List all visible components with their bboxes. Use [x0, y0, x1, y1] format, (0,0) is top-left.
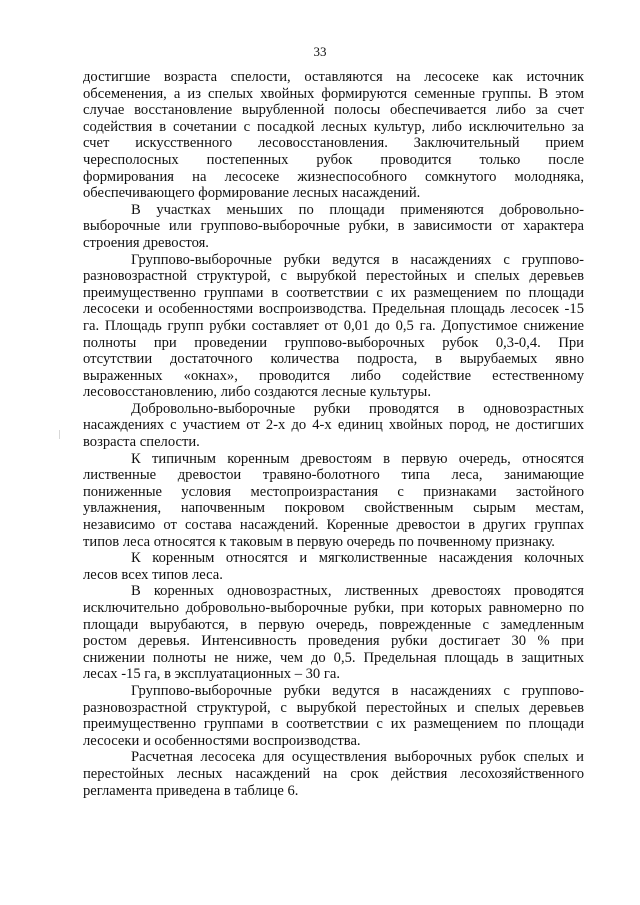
text-line: К коренным относятся и мягколиственные насаждения колочных — [131, 550, 584, 567]
paragraph — [83, 252, 584, 401]
text-line: выборочные или группово-выборочные рубки, в зависимости от характера — [83, 218, 584, 235]
text-line: лесосеки и особенностями воспроизводства. — [83, 732, 361, 749]
text-line: пониженные условия местопроизрастания с признаками застойного — [83, 483, 584, 500]
text-line: счет искусственного лесовосстановления. Заключительный прием — [83, 135, 584, 152]
paragraph — [83, 69, 584, 202]
page-number: 33 — [313, 44, 327, 59]
text-line: регламента приведена в таблице 6. — [83, 782, 299, 799]
text-line: строения древостоя. — [83, 234, 209, 251]
text-line: га. Площадь групп рубки составляет от 0,01 до 0,5 га. Допустимое снижение — [83, 317, 584, 334]
paragraph — [83, 451, 584, 551]
text-line: возраста спелости. — [83, 434, 200, 451]
text-line: случае восстановление вырубленной полосы обеспечивается либо за счет — [83, 102, 584, 119]
text-line: перестойных лесных насаждений на срок действия лесохозяйственного — [83, 765, 584, 782]
text-line: исключительно добровольно-выборочные рубки, при которых равномерно по — [83, 600, 584, 616]
paragraph — [83, 749, 584, 799]
text-line: выраженных «окнах», проводится либо содействие естественному — [83, 367, 584, 384]
text-line: разновозрастной структурой, с вырубкой перестойных и спелых деревьев — [83, 268, 584, 285]
text-line: чересполосных постепенных рубок проводится только после — [83, 151, 584, 168]
text-line: В коренных одновозрастных, лиственных древостоях проводятся — [131, 583, 584, 600]
text-line: ростом деревья. Интенсивность проведения рубки достигает 30 % при — [83, 633, 584, 650]
text-line: снижении полноты не ниже, чем до 0,5. Предельная площадь в защитных — [83, 649, 584, 666]
text-line: типов леса относятся к таковым в первую очередь по почвенному признаку. — [83, 533, 555, 550]
paragraph — [83, 683, 584, 749]
text-line: Группово-выборочные рубки ведутся в насаждениях с группово- — [131, 682, 584, 699]
text-line: достигшие возраста спелости, оставляются на лесосеке как источник — [83, 69, 584, 85]
text-line: площади вырубаются, в первую очередь, поврежденные с замедленным — [83, 616, 584, 633]
text-line: лесовосстановлению, либо создаются лесные культуры. — [83, 384, 431, 401]
text-line: лиственные древостои травяно-болотного типа леса, занимающие — [83, 467, 584, 484]
text-line: отсутствии достаточного количества подроста, в вырубаемых явно — [83, 351, 584, 368]
paragraph — [83, 401, 584, 451]
text-line: Группово-выборочные рубки ведутся в насаждениях с группово- — [131, 251, 584, 268]
text-line: формирования на лесосеке жизнеспособного сомкнутого молодняка, — [83, 168, 584, 185]
paragraph — [83, 550, 584, 583]
paragraph — [83, 202, 584, 252]
text-line: насаждениях с участием от 2-х до 4-х единиц хвойных пород, не достигших — [83, 417, 584, 434]
text-line: содействия в сочетании с посадкой лесных культур, либо исключительно за — [83, 118, 584, 135]
text-line: лесосеки и особенностями воспроизводства. Предельная площадь лесосек -15 — [83, 301, 584, 318]
text-line: увлажнения, напочвенным покровом свойственным сырым местам, — [83, 500, 584, 517]
scan-artifact — [59, 430, 60, 439]
text-line: преимущественно группами в соответствии с их размещением по площади — [83, 716, 584, 733]
text-line: разновозрастной структурой, с вырубкой перестойных и спелых деревьев — [83, 699, 584, 716]
text-line: Добровольно-выборочные рубки проводятся в одновозрастных — [131, 400, 584, 417]
text-line: Расчетная лесосека для осуществления выборочных рубок спелых и — [131, 749, 584, 766]
text-line: независимо от состава насаждений. Коренные древостои в других группах — [83, 517, 584, 534]
text-line: полноты при проведении группово-выборочных рубок 0,3-0,4. При — [83, 334, 584, 351]
text-line: В участках меньших по площади применяются добровольно- — [131, 201, 584, 218]
text-line: лесах -15 га, в эксплуатационных – 30 га. — [83, 666, 340, 683]
text-line: лесов всех типов леса. — [83, 566, 223, 583]
paragraph — [83, 583, 584, 683]
text-line: К типичным коренным древостоям в первую очередь, относятся — [131, 450, 584, 467]
text-line: преимущественно группами в соответствии с их размещением по площади — [83, 284, 584, 301]
text-line: обсеменения, а из спелых хвойных формируются семенные группы. В этом — [83, 85, 584, 102]
text-line: обеспечивающего формирование лесных насаждений. — [83, 185, 421, 202]
body-text — [83, 69, 584, 799]
